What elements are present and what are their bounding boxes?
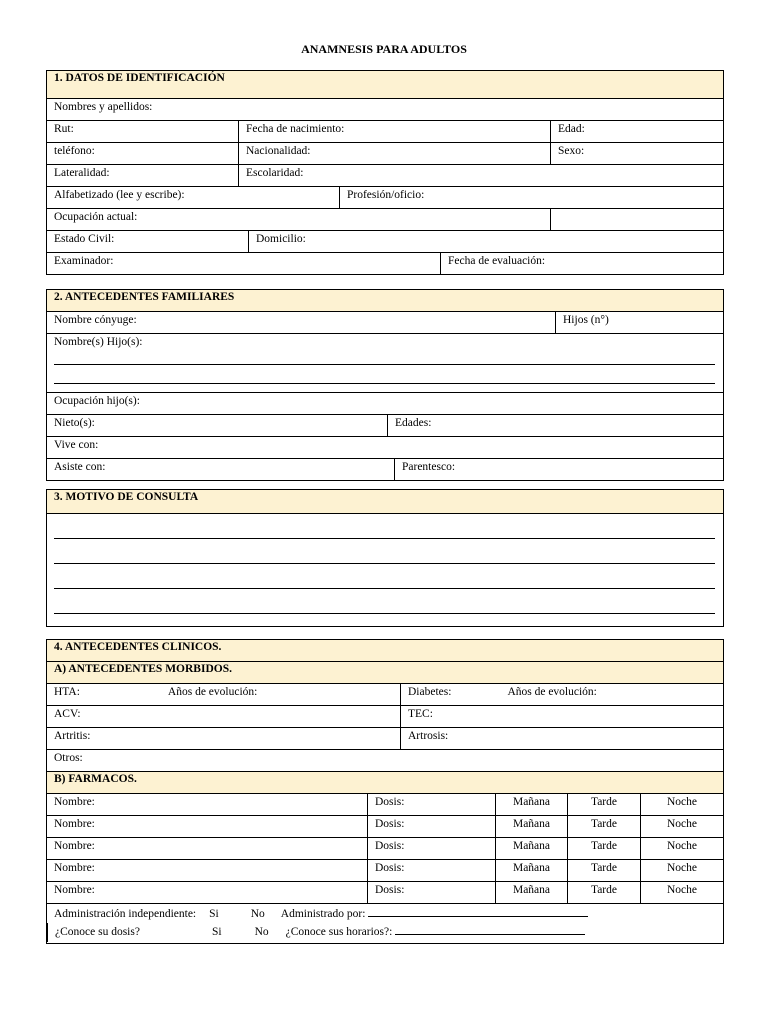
label-conoce-horarios: ¿Conoce sus horarios?: [285,926,393,938]
subsection-morbidos: A) ANTECEDENTES MORBIDOS. [47,661,723,683]
field-hijos-n[interactable]: Hijos (n°) [555,312,723,333]
field-hijos-nombres-block[interactable] [47,333,723,392]
section-identificacion [46,70,724,275]
write-line[interactable] [54,514,715,539]
option-si[interactable]: Si [209,908,219,920]
field-ocupacion[interactable]: Ocupación actual: [54,211,138,223]
motivo-lines[interactable] [47,513,723,626]
farmaco-row [47,815,723,837]
document-title: ANAMNESIS PARA ADULTOS [301,42,467,56]
field-lateralidad[interactable]: Lateralidad: [54,167,110,179]
checkbox-manana[interactable]: Mañana [495,838,567,859]
field-fecha-evaluacion[interactable]: Fecha de evaluación: [440,253,723,274]
field-tec[interactable]: TEC: [400,706,723,727]
field-profesion[interactable]: Profesión/oficio: [339,187,723,208]
checkbox-noche[interactable]: Noche [640,816,723,837]
field-parentesco[interactable]: Parentesco: [394,459,723,480]
field-otros[interactable]: Otros: [54,752,83,764]
field-vive-con[interactable]: Vive con: [54,439,99,451]
label-diabetes: Diabetes: [408,686,452,698]
field-edades[interactable]: Edades: [387,415,723,436]
checkbox-noche[interactable]: Noche [640,838,723,859]
field-fecha-nacimiento[interactable]: Fecha de nacimiento: [238,121,550,142]
field-asiste-con[interactable]: Asiste con: [54,461,106,473]
field-escolaridad[interactable]: Escolaridad: [238,165,723,186]
write-line[interactable] [54,365,715,384]
section-motivo-consulta [46,489,724,627]
write-line[interactable] [395,923,585,935]
checkbox-tarde[interactable]: Tarde [567,860,640,881]
field-diabetes[interactable] [400,684,723,705]
field-farmaco-dosis[interactable]: Dosis: [367,882,495,903]
label-admin-independiente: Administración independiente: [54,908,197,920]
write-line[interactable] [54,539,715,564]
field-conoce[interactable] [47,923,723,942]
write-line[interactable] [368,905,588,917]
farmaco-row [47,793,723,815]
field-farmaco-nombre[interactable]: Nombre: [54,796,95,808]
checkbox-manana[interactable]: Mañana [495,816,567,837]
checkbox-manana[interactable]: Mañana [495,860,567,881]
farmaco-row [47,837,723,859]
field-farmaco-dosis[interactable]: Dosis: [367,816,495,837]
farmaco-row [47,859,723,881]
write-line[interactable] [54,564,715,589]
section-header: 1. DATOS DE IDENTIFICACIÓN [47,71,723,98]
field-farmaco-nombre[interactable]: Nombre: [54,884,95,896]
farmaco-row [47,881,723,903]
field-farmaco-dosis[interactable]: Dosis: [367,860,495,881]
field-edad[interactable]: Edad: [550,121,723,142]
section-header: 2. ANTECEDENTES FAMILIARES [47,290,723,311]
field-ocupacion-hijos[interactable]: Ocupación hijo(s): [54,395,140,407]
section-clinicos [46,639,724,944]
section-familiares [46,289,724,481]
option-no[interactable]: No [254,926,269,938]
option-si[interactable]: Si [211,926,222,938]
field-examinador[interactable]: Examinador: [54,255,114,267]
subsection-farmacos: B) FARMACOS. [47,771,723,793]
checkbox-tarde[interactable]: Tarde [567,838,640,859]
field-domicilio[interactable]: Domicilio: [248,231,723,252]
field-administracion[interactable] [47,904,723,923]
field-conyuge[interactable]: Nombre cónyuge: [54,314,137,326]
write-line[interactable] [54,589,715,614]
label-administrado-por: Administrado por: [280,908,366,920]
field-rut[interactable]: Rut: [54,123,74,135]
label-conoce-dosis: ¿Conoce su dosis? [55,926,140,938]
field-blank[interactable] [550,209,723,230]
field-farmaco-nombre[interactable]: Nombre: [54,862,95,874]
write-line[interactable] [54,353,715,365]
checkbox-manana[interactable]: Mañana [495,882,567,903]
field-sexo[interactable]: Sexo: [550,143,723,164]
field-nacionalidad[interactable]: Nacionalidad: [238,143,550,164]
field-farmaco-nombre[interactable]: Nombre: [54,840,95,852]
field-artrosis[interactable]: Artrosis: [400,728,723,749]
field-farmaco-dosis[interactable]: Dosis: [367,838,495,859]
label-anos-evolucion: Años de evolución: [507,686,597,698]
field-hta[interactable] [47,684,400,705]
checkbox-manana[interactable]: Mañana [495,794,567,815]
field-nietos[interactable]: Nieto(s): [54,417,95,429]
administracion-block [47,903,723,943]
field-nombres[interactable]: Nombres y apellidos: [54,101,153,113]
field-farmaco-nombre[interactable]: Nombre: [54,818,95,830]
checkbox-tarde[interactable]: Tarde [567,794,640,815]
section-header: 3. MOTIVO DE CONSULTA [47,490,723,513]
field-acv[interactable]: ACV: [54,708,81,720]
checkbox-noche[interactable]: Noche [640,794,723,815]
field-farmaco-dosis[interactable]: Dosis: [367,794,495,815]
field-alfabetizado[interactable]: Alfabetizado (lee y escribe): [54,189,185,201]
field-telefono[interactable]: teléfono: [54,145,95,157]
option-no[interactable]: No [250,908,265,920]
label-hta: HTA: [54,686,80,698]
checkbox-tarde[interactable]: Tarde [567,816,640,837]
field-estado-civil[interactable]: Estado Civil: [54,233,115,245]
label-anos-evolucion: Años de evolución: [167,686,258,698]
checkbox-noche[interactable]: Noche [640,882,723,903]
field-hijos-nombres: Nombre(s) Hijo(s): [54,336,143,348]
checkbox-tarde[interactable]: Tarde [567,882,640,903]
field-artritis[interactable]: Artritis: [54,730,91,742]
checkbox-noche[interactable]: Noche [640,860,723,881]
section-header: 4. ANTECEDENTES CLINICOS. [47,640,723,661]
